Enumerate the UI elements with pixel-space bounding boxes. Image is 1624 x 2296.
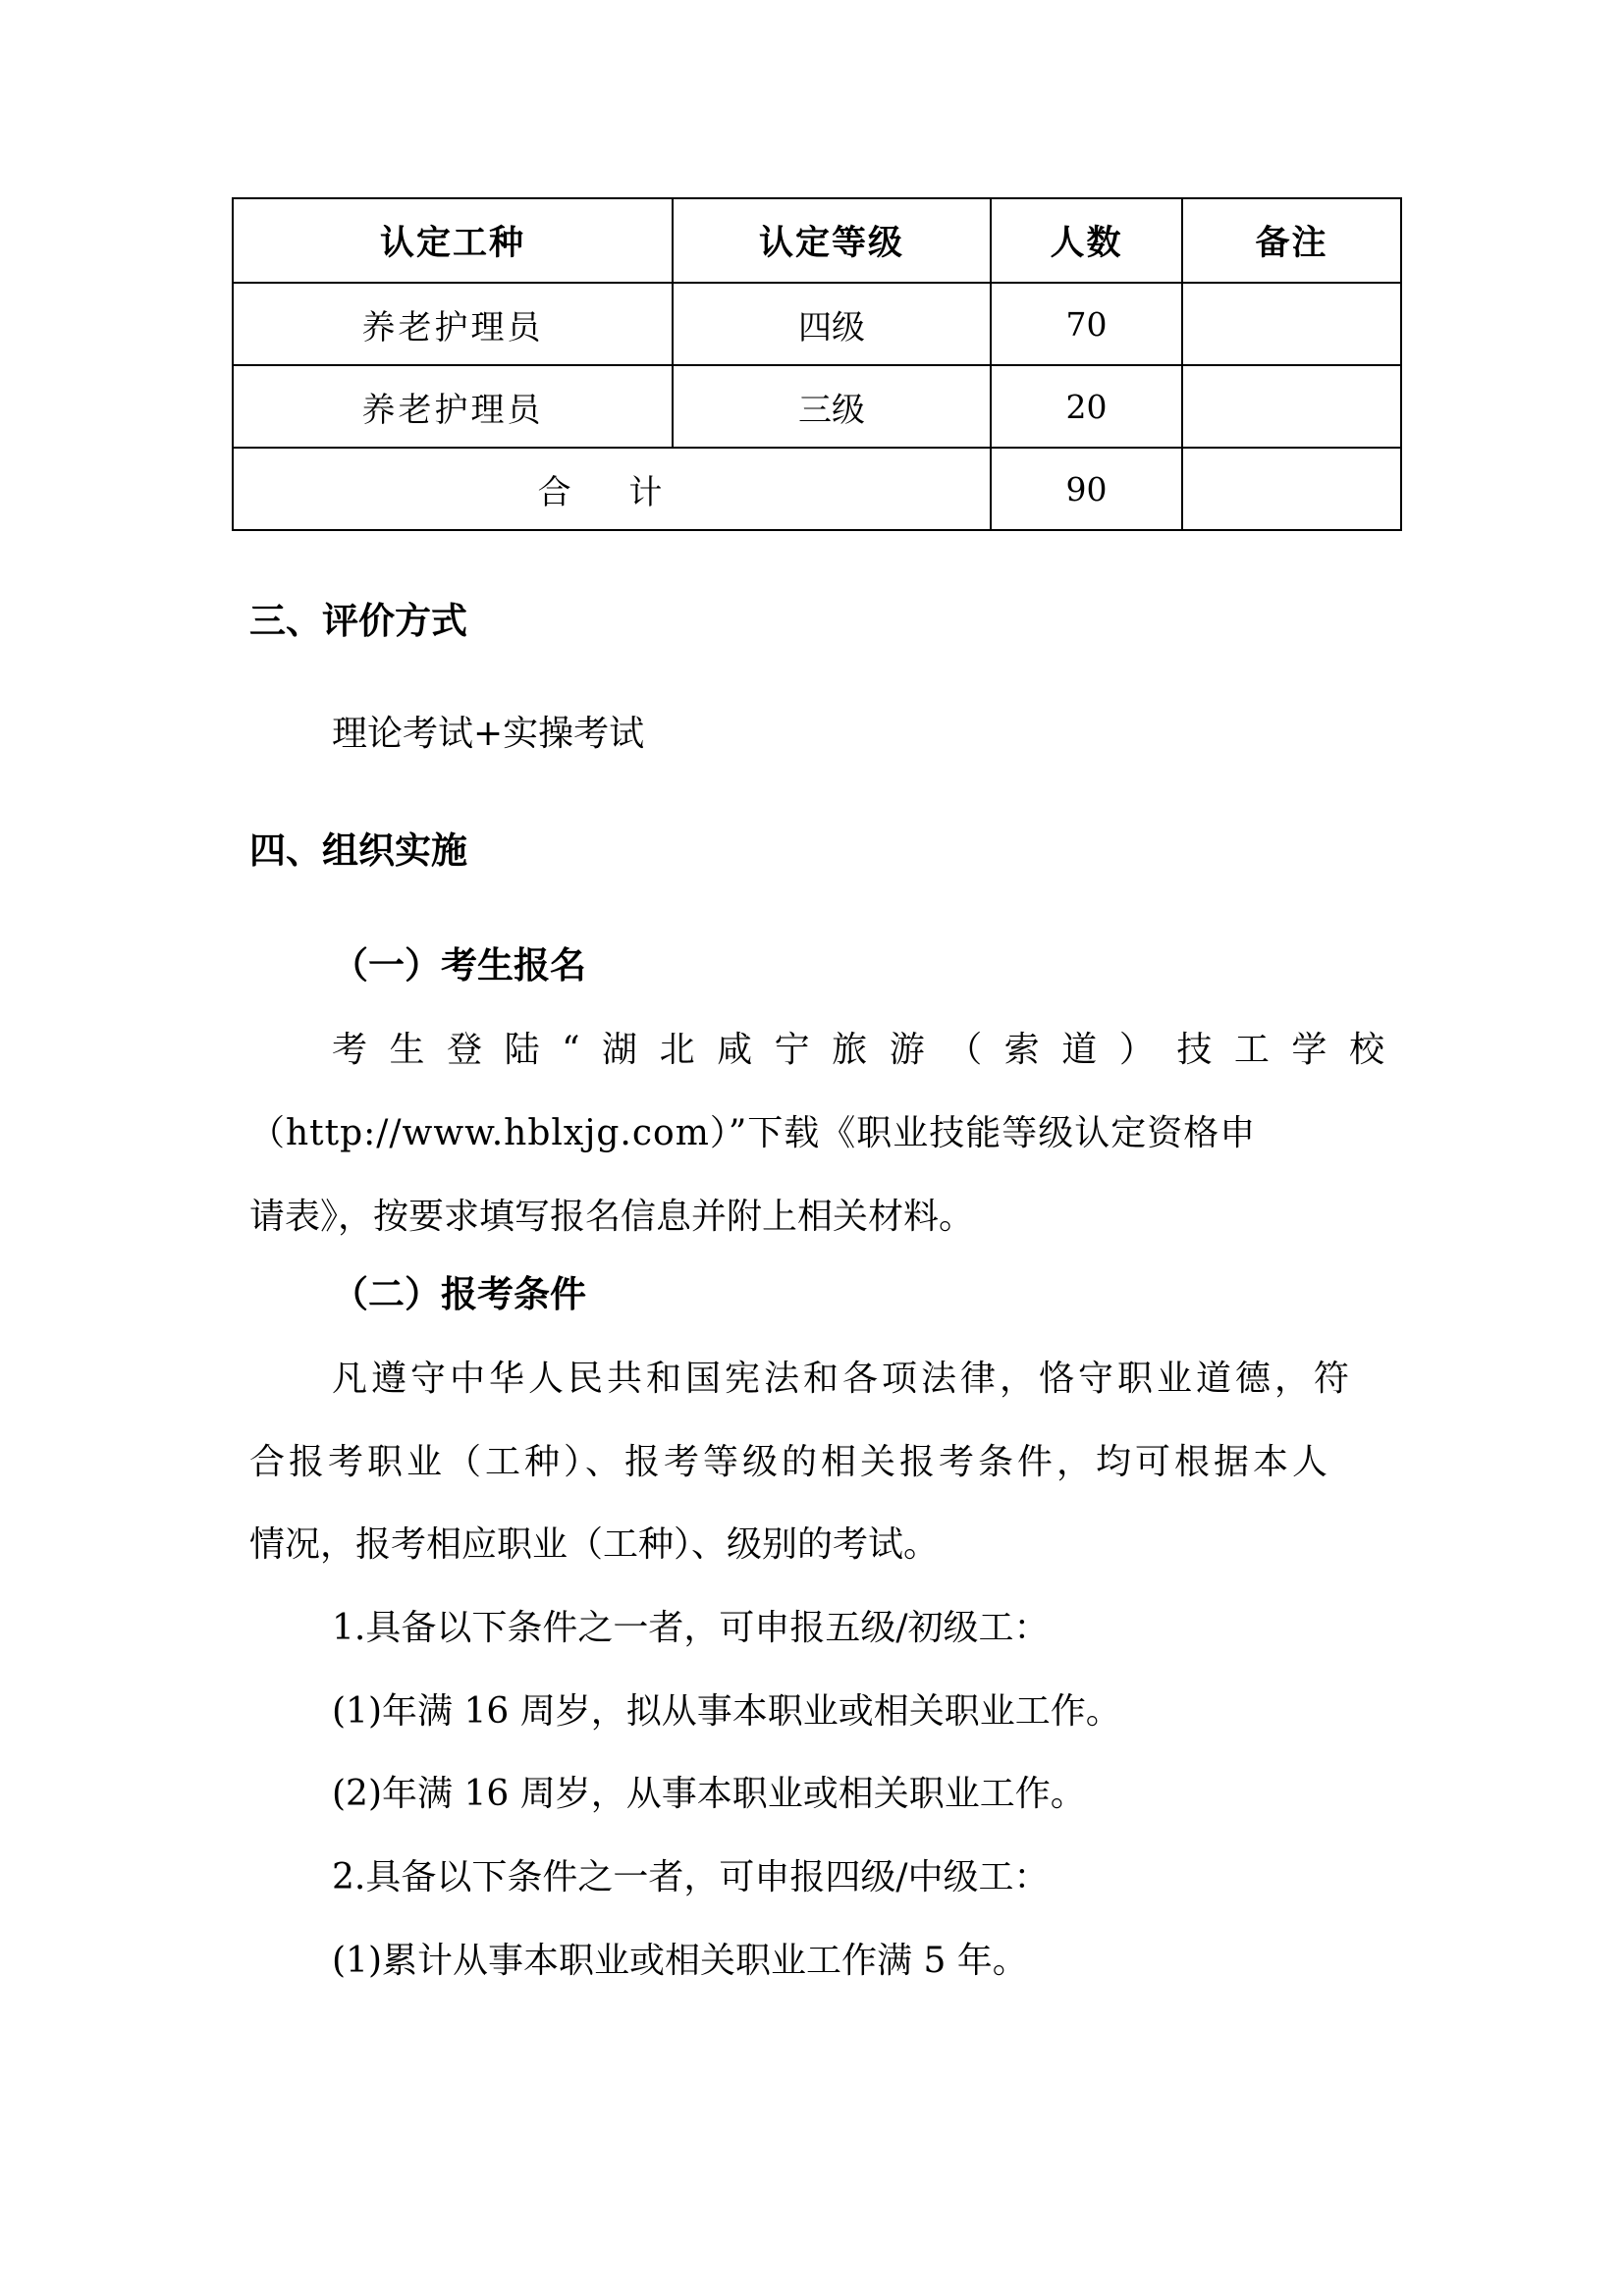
table-row: [233, 283, 1401, 365]
section3-text: 理论考试+实操考试: [332, 714, 645, 754]
header-level: 认定等级: [673, 198, 991, 283]
justified-char: 旅: [832, 1030, 868, 1070]
justified-char: 宁: [774, 1030, 810, 1070]
cell-total-note: [1182, 448, 1401, 530]
sub2-heading: （二）报考条件: [332, 1273, 586, 1315]
sub2-item2: 2.具备以下条件之一者，可申报四级/中级工：: [332, 1857, 1050, 1897]
cell-total-count: 90: [991, 448, 1182, 530]
sub1-line2: （http://www.hblxjg.com）”下载《职业技能等级认定资格申: [249, 1113, 1257, 1153]
justified-char: 道: [1061, 1030, 1098, 1070]
cell-level: 三级: [673, 365, 991, 448]
justified-char: 索: [1003, 1030, 1040, 1070]
cell-level: 四级: [673, 283, 991, 365]
sub2-item1: 1.具备以下条件之一者，可申报五级/初级工：: [332, 1608, 1050, 1648]
sub2-item1-a: (1)年满 16 周岁，拟从事本职业或相关职业工作。: [332, 1691, 1121, 1732]
quota-table: [232, 197, 1402, 531]
table-header-row: [233, 198, 1401, 283]
table-row: [233, 365, 1401, 448]
justified-char: 陆: [504, 1030, 540, 1070]
justified-char: 工: [1233, 1030, 1270, 1070]
cell-count: 20: [991, 365, 1182, 448]
justified-char: 登: [447, 1030, 483, 1070]
justified-char: 咸: [717, 1030, 753, 1070]
justified-char: 北: [659, 1030, 695, 1070]
sub2-para-line2: 合报考职业（工种）、报考等级的相关报考条件，均可根据本人: [249, 1442, 1332, 1482]
justified-char: 湖: [602, 1030, 638, 1070]
justified-char: 技: [1176, 1030, 1213, 1070]
sub2-item2-a: (1)累计从事本职业或相关职业工作满 5 年。: [332, 1941, 1028, 1981]
header-count: 人数: [991, 198, 1182, 283]
sub1-line1: [332, 1029, 1384, 1072]
header-job-type: 认定工种: [233, 198, 673, 283]
section3-heading: 三、评价方式: [249, 600, 467, 642]
sub2-para-line1: 凡遵守中华人民共和国宪法和各项法律，恪守职业道德，符: [332, 1359, 1354, 1399]
justified-char: 游: [889, 1030, 925, 1070]
table-total-row: [233, 448, 1401, 530]
justified-char: 生: [389, 1030, 425, 1070]
justified-char: ）: [1118, 1030, 1155, 1070]
justified-char: 校: [1348, 1030, 1384, 1070]
justified-char: （: [947, 1030, 983, 1070]
justified-char: 学: [1291, 1030, 1327, 1070]
sub2-item1-b: (2)年满 16 周岁，从事本职业或相关职业工作。: [332, 1774, 1086, 1814]
header-note: 备注: [1182, 198, 1401, 283]
cell-job-type: 养老护理员: [233, 283, 673, 365]
sub1-line3: 请表》，按要求填写报名信息并附上相关材料。: [249, 1197, 975, 1237]
cell-job-type: 养老护理员: [233, 365, 673, 448]
cell-note: [1182, 365, 1401, 448]
cell-note: [1182, 283, 1401, 365]
cell-total-label: 合 计: [233, 448, 991, 530]
sub1-heading: （一）考生报名: [332, 944, 586, 987]
justified-char: “: [562, 1030, 580, 1070]
cell-count: 70: [991, 283, 1182, 365]
justified-char: 考: [332, 1030, 368, 1070]
section4-heading: 四、组织实施: [249, 829, 467, 872]
sub2-para-line3: 情况，报考相应职业（工种）、级别的考试。: [249, 1524, 940, 1565]
